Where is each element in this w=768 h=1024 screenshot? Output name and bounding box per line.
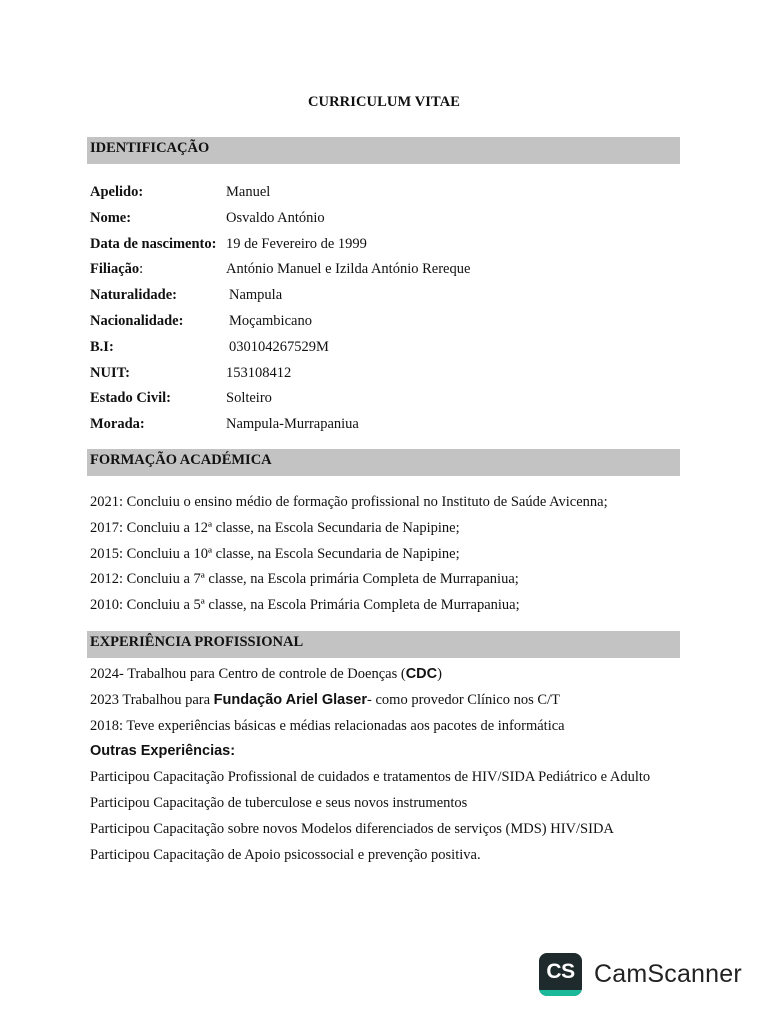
list-item: Participou Capacitação sobre novos Modelos diferenciados de serviços (MDS) HIV/SIDA [90,820,614,837]
section-heading-identificacao: IDENTIFICAÇÃO [87,137,680,164]
label-data-nascimento: Data de nascimento: [90,235,217,252]
experience-cdc-end: ) [437,666,442,682]
experience-cdc-bold: CDC [405,666,438,682]
list-item: 2010: Concluiu a 5ª classe, na Escola Primária Completa de Murrapaniua; [90,597,520,614]
row-nacionalidade [90,309,680,335]
row-apelido [90,180,680,206]
value-nome: Osvaldo António [226,209,325,226]
row-nome [90,206,680,232]
value-bi: 030104267529M [229,338,329,355]
camscanner-logo-text: CS [546,960,575,983]
row-estado-civil [90,386,680,412]
experience-cdc [90,662,730,688]
row-filiacao [90,257,680,283]
formacao-list [90,490,730,619]
identification-table [90,180,680,438]
label-bi: B.I: [90,338,114,355]
label-estado-civil: Estado Civil: [90,390,171,407]
experiencia-list [90,662,730,868]
label-filiacao-colon: : [139,261,144,278]
list-item: 2015: Concluiu a 10ª classe, na Escola Secundaria de Napipine; [90,545,460,562]
row-naturalidade [90,283,680,309]
section-heading-experiencia: EXPERIÊNCIA PROFISSIONAL [87,631,680,658]
value-filiacao: António Manuel e Izilda António Rereque [226,261,471,278]
list-item: 2012: Concluiu a 7ª classe, na Escola primária Completa de Murrapaniua; [90,571,519,588]
value-nacionalidade: Moçambicano [229,312,312,329]
row-morada [90,412,680,438]
row-bi [90,335,680,361]
value-naturalidade: Nampula [229,287,283,304]
experience-ariel-bold: Fundação Ariel Glaser [213,691,368,708]
list-item: 2017: Concluiu a 12ª classe, na Escola Secundaria de Napipine; [90,519,460,536]
label-morada: Morada: [90,416,145,433]
experience-cdc-text: 2024- Trabalhou para Centro de controle de Doenças ( [90,666,406,682]
experience-ariel-text: 2023 Trabalhou para [90,691,214,708]
value-apelido: Manuel [226,184,271,200]
label-filiacao [90,257,143,283]
value-data-nascimento: 19 de Fevereiro de 1999 [226,235,367,252]
list-item: 2021: Concluiu o ensino médio de formação profissional no Instituto de Saúde Avicenna; [90,494,608,510]
camscanner-watermark [539,951,742,997]
list-item: Participou Capacitação de tuberculose e seus novos instrumentos [90,794,468,811]
camscanner-logo-icon [539,953,582,996]
experience-ariel-glaser [90,688,730,714]
experience-informatica: 2018: Teve experiências básicas e médias relacionadas aos pacotes de informática [90,717,565,734]
document-title: CURRICULUM VITAE [307,94,461,110]
label-nome: Nome: [90,209,132,226]
label-nacionalidade: Nacionalidade: [90,312,184,329]
list-item: Participou Capacitação Profissional de cuidados e tratamentos de HIV/SIDA Pediátrico e Adulto [90,769,651,786]
label-apelido: Apelido: [90,184,144,200]
label-filiacao-text: Filiação [90,261,140,278]
experience-ariel-end: - como provedor Clínico nos C/T [367,691,560,708]
camscanner-brand-name: CamScanner [594,959,742,988]
camscanner-logo-accent [539,990,582,996]
value-nuit: 153108412 [226,364,292,381]
value-estado-civil: Solteiro [226,390,272,407]
section-heading-formacao: FORMAÇÃO ACADÉMICA [87,449,680,476]
row-data-nascimento [90,232,680,258]
outras-experiencias-heading: Outras Experiências: [90,743,236,760]
label-naturalidade: Naturalidade: [90,287,177,304]
list-item: Participou Capacitação de Apoio psicossocial e prevenção positiva. [90,846,481,863]
row-nuit [90,361,680,387]
label-nuit: NUIT: [90,364,131,381]
value-morada: Nampula-Murrapaniua [226,416,359,433]
